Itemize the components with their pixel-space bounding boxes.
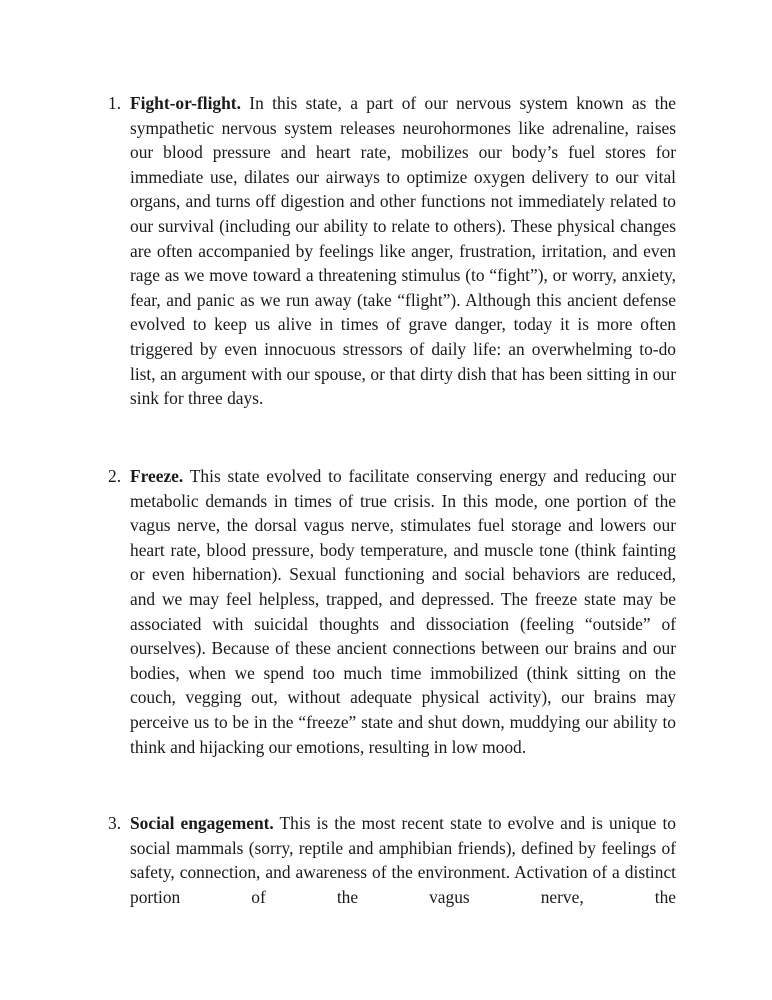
list-item-fight-or-flight (108, 91, 676, 411)
list-item-heading: Fight-or-flight. (130, 93, 241, 113)
list-item-social-engagement (108, 811, 676, 909)
list-item-body (130, 464, 676, 759)
list-item-text: In this state, a part of our nervous system known as the sympathetic nervous system releases neurohormones like adrenaline, raises our blood pressure and heart rate, mobilizes our body’s fuel stores for immediate use, dilates our airways to optimize oxygen delivery to our vital organs, and turns off digestion and other functions not immediately related to our survival (including our ability to relate to others). These physical changes are often accompanied by feelings like anger, frustration, irritation, and even rage as we move toward a threatening stimulus (to “fight”), or worry, anxiety, fear, and panic as we run away (take “flight”). Although this ancient defense evolved to keep us alive in times of grave danger, today it is more often triggered by even innocuous stressors of daily life: an overwhelming to-do list, an argument with our spouse, or that dirty dish that has been sitting in our sink for three days. (130, 93, 676, 409)
list-item-text: This is the most recent state to evolve and is unique to social mammals (sorry, reptile and amphibian friends), defined by feelings of safety, connection, and awareness of the environment. Activation of a distinct portion of the vagus nerve, the (130, 813, 676, 907)
list-item-freeze (108, 464, 676, 759)
list-item-body (130, 811, 676, 909)
list-item-text: This state evolved to facilitate conserving energy and reducing our metabolic demands in times of true crisis. In this mode, one portion of the vagus nerve, the dorsal vagus nerve, stimulates fuel storage and lowers our heart rate, blood pressure, body temperature, and muscle tone (think fainting or even hibernation). Sexual functioning and social behaviors are reduced, and we may feel helpless, trapped, and depressed. The freeze state may be associated with suicidal thoughts and dissociation (feeling “outside” of ourselves). Because of these ancient connections between our brains and our bodies, when we spend too much time immobilized (think sitting on the couch, vegging out, without adequate physical activity), our brains may perceive us to be in the “freeze” state and shut down, muddying our ability to think and hijacking our emotions, resulting in low mood. (130, 466, 676, 757)
list-number: 1. (108, 93, 122, 113)
list-item-body (130, 91, 676, 411)
list-number: 3. (108, 813, 122, 833)
list-item-heading: Freeze. (130, 466, 184, 486)
list-number: 2. (108, 466, 122, 486)
list-item-heading: Social engagement. (130, 813, 274, 833)
